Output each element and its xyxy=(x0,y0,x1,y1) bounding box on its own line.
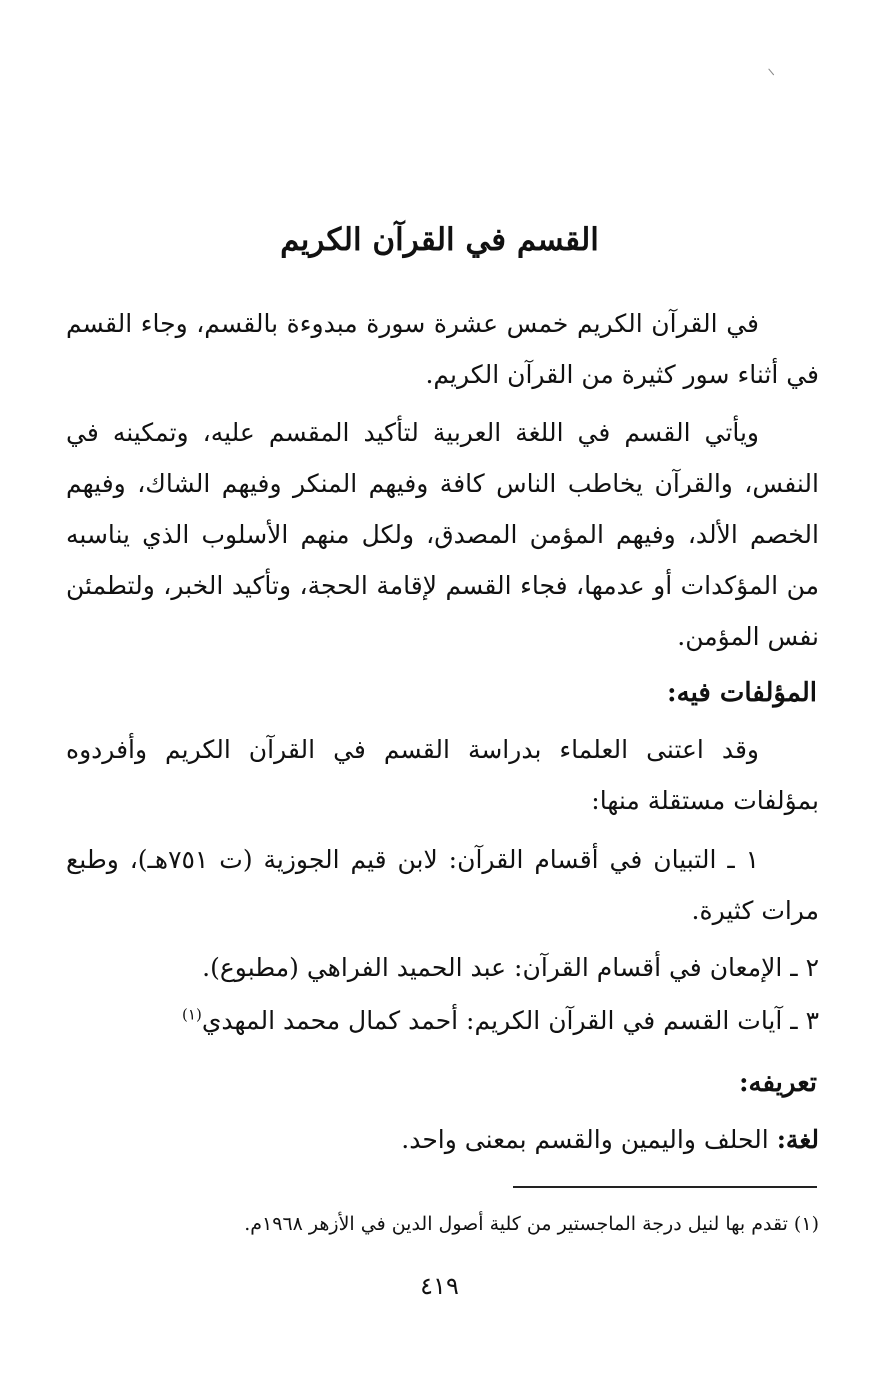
footnote-divider xyxy=(513,1186,817,1188)
section-heading-works: المؤلفات فيه: xyxy=(667,678,817,708)
scan-mark xyxy=(768,65,779,76)
definition-text: الحلف واليمين والقسم بمعنى واحد. xyxy=(401,1125,769,1154)
intro-paragraph-2 xyxy=(66,407,819,662)
works-list-item-2 xyxy=(202,942,819,993)
definition-label: لغة: xyxy=(776,1125,819,1154)
definition-line xyxy=(401,1114,819,1165)
works-list-item-3 xyxy=(182,995,819,1046)
section-heading-definition: تعريفه: xyxy=(738,1068,817,1098)
works-lead-paragraph xyxy=(66,724,819,826)
page-number: ٤١٩ xyxy=(420,1272,459,1300)
paragraph-text: في القرآن الكريم خمس عشرة سورة مبدوءة بالقسم، وجاء القسم في أثناء سور كثيرة من القرآن الكريم. xyxy=(66,309,819,389)
list-item-text: ٢ ـ الإمعان في أقسام القرآن: عبد الحميد الفراهي (مطبوع). xyxy=(202,953,819,982)
footnote: (١) تقدم بها لنيل درجة الماجستير من كلية أصول الدين في الأزهر ١٩٦٨م. xyxy=(244,1213,819,1235)
page-title: القسم في القرآن الكريم xyxy=(280,222,599,258)
works-list-item-1 xyxy=(66,834,819,936)
list-item-text: ٣ ـ آيات القسم في القرآن الكريم: أحمد كمال محمد المهدي xyxy=(201,1006,819,1035)
list-item-text: ١ ـ التبيان في أقسام القرآن: لابن قيم الجوزية (ت ٧٥١هـ)، وطبع مرات كثيرة. xyxy=(66,845,819,925)
paragraph-text: وقد اعتنى العلماء بدراسة القسم في القرآن الكريم وأفردوه بمؤلفات مستقلة منها: xyxy=(66,735,819,815)
intro-paragraph-1 xyxy=(66,298,819,400)
footnote-marker: (١) xyxy=(182,1005,202,1024)
paragraph-text: ويأتي القسم في اللغة العربية لتأكيد المقسم عليه، وتمكينه في النفس، والقرآن يخاطب الناس كافة وفيهم المنكر وفيهم الشاك، وفيهم الخصم الألد، وفيهم المؤمن المصدق، ولكل منهم الأسلوب الذي يناسبه من المؤكدات أو عدمها، فجاء القسم لإقامة الحجة، وتأكيد الخبر، ولتطمئن نفس المؤمن. xyxy=(66,418,819,651)
